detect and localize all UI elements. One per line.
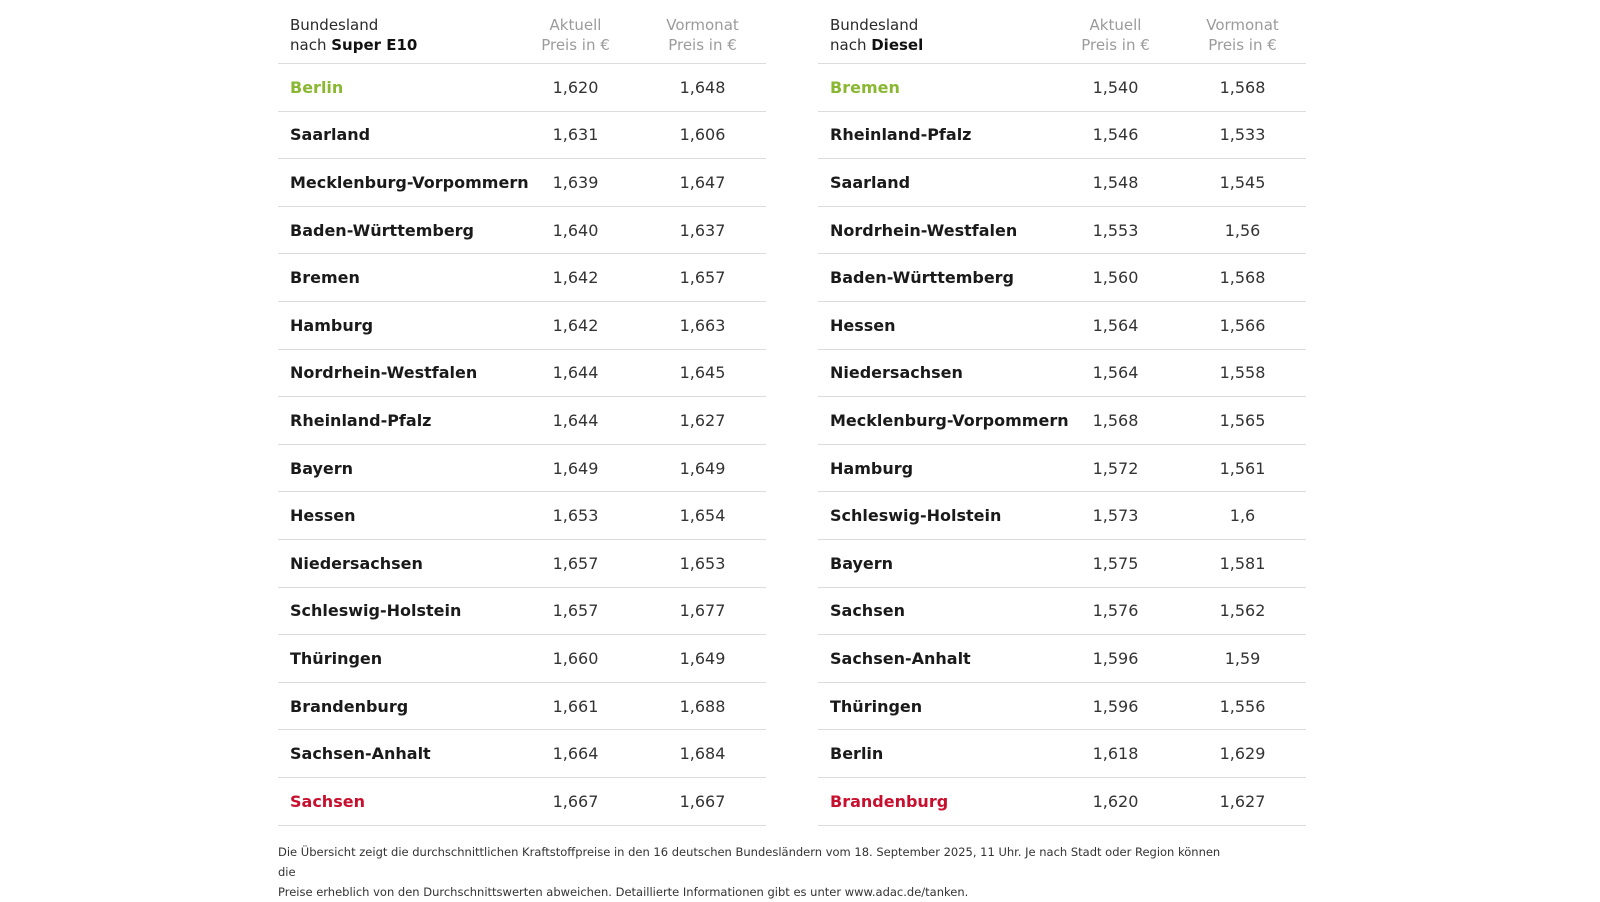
table-row: [278, 492, 766, 540]
table-row: [278, 730, 766, 778]
previous-price: 1,657: [679, 268, 726, 288]
super-e10-table: [278, 6, 766, 826]
current-price: 1,657: [552, 601, 599, 621]
previous-price: 1,566: [1219, 315, 1266, 335]
previous-price: 1,558: [1219, 363, 1266, 383]
previous-price: 1,648: [679, 77, 726, 97]
header-current-price: Aktuell Preis in €: [1081, 16, 1150, 54]
table-row: [278, 302, 766, 350]
current-price: 1,618: [1092, 744, 1139, 764]
state-name: Bayern: [830, 553, 894, 573]
table-row: [818, 254, 1306, 302]
table-row: [818, 683, 1306, 731]
diesel-table: [818, 6, 1306, 826]
table-row: [278, 254, 766, 302]
previous-price: 1,667: [679, 791, 726, 811]
state-name: Hamburg: [290, 315, 374, 335]
table-row: [278, 112, 766, 160]
previous-price: 1,663: [679, 315, 726, 335]
table-row: [818, 64, 1306, 112]
current-price: 1,620: [1092, 791, 1139, 811]
table-row: [818, 492, 1306, 540]
current-price: 1,572: [1092, 458, 1139, 478]
previous-price: 1,568: [1219, 77, 1266, 97]
table-row: [278, 159, 766, 207]
previous-price: 1,56: [1224, 220, 1261, 240]
current-price: 1,667: [552, 791, 599, 811]
table-row: [278, 350, 766, 398]
header-state: Bundesland nach Diesel: [830, 16, 924, 54]
previous-price: 1,647: [679, 172, 726, 192]
state-name: Baden-Württemberg: [830, 268, 1015, 288]
footnote-line: Die Übersicht zeigt die durchschnittlichen Kraftstoffpreise in den 16 deutschen Bundesländern vom 18. September 2025, 11 Uhr. Je nach Stadt oder Region können die: [278, 845, 1221, 879]
table-row: [278, 588, 766, 636]
previous-price: 1,581: [1219, 553, 1266, 573]
state-name: Berlin: [290, 77, 344, 97]
previous-price: 1,561: [1219, 458, 1266, 478]
table-row: [278, 64, 766, 112]
state-name: Baden-Württemberg: [290, 220, 475, 240]
table-row: [818, 112, 1306, 160]
current-price: 1,564: [1092, 315, 1139, 335]
table-row: [278, 397, 766, 445]
table-row: [818, 778, 1306, 826]
current-price: 1,642: [552, 315, 599, 335]
previous-price: 1,606: [679, 125, 726, 145]
current-price: 1,642: [552, 268, 599, 288]
table-row: [278, 445, 766, 493]
previous-price: 1,645: [679, 363, 726, 383]
current-price: 1,649: [552, 458, 599, 478]
current-price: 1,660: [552, 648, 599, 668]
previous-price: 1,649: [679, 648, 726, 668]
previous-price: 1,6: [1229, 506, 1256, 526]
state-name: Hessen: [830, 315, 896, 335]
table-row: [818, 540, 1306, 588]
table-row: [818, 159, 1306, 207]
state-name: Sachsen-Anhalt: [830, 648, 971, 668]
previous-price: 1,654: [679, 506, 726, 526]
state-name: Sachsen: [290, 791, 365, 811]
state-name: Brandenburg: [830, 791, 949, 811]
previous-price: 1,59: [1224, 648, 1261, 668]
table-row: [818, 445, 1306, 493]
current-price: 1,548: [1092, 172, 1139, 192]
table-header: [278, 6, 766, 64]
current-price: 1,640: [552, 220, 599, 240]
table-row: [818, 397, 1306, 445]
state-name: Rheinland-Pfalz: [290, 410, 432, 430]
previous-price: 1,688: [679, 696, 726, 716]
current-price: 1,657: [552, 553, 599, 573]
previous-price: 1,677: [679, 601, 726, 621]
state-name: Berlin: [830, 744, 884, 764]
state-name: Niedersachsen: [830, 363, 963, 383]
state-name: Saarland: [830, 172, 911, 192]
previous-price: 1,533: [1219, 125, 1266, 145]
current-price: 1,564: [1092, 363, 1139, 383]
state-name: Bremen: [290, 268, 360, 288]
current-price: 1,575: [1092, 553, 1139, 573]
previous-price: 1,684: [679, 744, 726, 764]
previous-price: 1,627: [1219, 791, 1266, 811]
current-price: 1,620: [552, 77, 599, 97]
current-price: 1,664: [552, 744, 599, 764]
header-previous-price: Vormonat Preis in €: [1206, 16, 1279, 54]
current-price: 1,560: [1092, 268, 1139, 288]
table-row: [818, 350, 1306, 398]
previous-price: 1,629: [1219, 744, 1266, 764]
state-name: Bremen: [830, 77, 900, 97]
state-name: Schleswig-Holstein: [290, 601, 462, 621]
previous-price: 1,627: [679, 410, 726, 430]
previous-price: 1,565: [1219, 410, 1266, 430]
current-price: 1,639: [552, 172, 599, 192]
current-price: 1,653: [552, 506, 599, 526]
fuel-type-label: Diesel: [871, 36, 924, 54]
table-body: [278, 64, 766, 826]
state-name: Saarland: [290, 125, 371, 145]
current-price: 1,644: [552, 363, 599, 383]
state-name: Niedersachsen: [290, 553, 423, 573]
previous-price: 1,556: [1219, 696, 1266, 716]
current-price: 1,568: [1092, 410, 1139, 430]
state-name: Hamburg: [830, 458, 914, 478]
table-row: [818, 302, 1306, 350]
current-price: 1,573: [1092, 506, 1139, 526]
previous-price: 1,637: [679, 220, 726, 240]
current-price: 1,596: [1092, 648, 1139, 668]
state-name: Schleswig-Holstein: [830, 506, 1002, 526]
previous-price: 1,649: [679, 458, 726, 478]
table-row: [278, 207, 766, 255]
table-body: [818, 64, 1306, 826]
header-previous-price: Vormonat Preis in €: [666, 16, 739, 54]
state-name: Sachsen: [830, 601, 905, 621]
current-price: 1,661: [552, 696, 599, 716]
state-name: Rheinland-Pfalz: [830, 125, 972, 145]
state-name: Brandenburg: [290, 696, 409, 716]
header-state: Bundesland nach Super E10: [290, 16, 418, 54]
table-row: [818, 730, 1306, 778]
state-name: Sachsen-Anhalt: [290, 744, 431, 764]
current-price: 1,540: [1092, 77, 1139, 97]
current-price: 1,631: [552, 125, 599, 145]
state-name: Mecklenburg-Vorpommern: [830, 410, 1069, 430]
current-price: 1,644: [552, 410, 599, 430]
current-price: 1,553: [1092, 220, 1139, 240]
current-price: 1,576: [1092, 601, 1139, 621]
footnote: [278, 842, 1238, 902]
state-name: Hessen: [290, 506, 356, 526]
table-header: [818, 6, 1306, 64]
previous-price: 1,568: [1219, 268, 1266, 288]
header-current-price: Aktuell Preis in €: [541, 16, 610, 54]
table-row: [818, 588, 1306, 636]
table-row: [818, 635, 1306, 683]
previous-price: 1,653: [679, 553, 726, 573]
state-name: Bayern: [290, 458, 354, 478]
footnote-line: Preise erheblich von den Durchschnittswerten abweichen. Detaillierte Informationen gibt es unter www.adac.de/tanken.: [278, 885, 969, 899]
previous-price: 1,545: [1219, 172, 1266, 192]
fuel-type-label: Super E10: [331, 36, 418, 54]
table-row: [278, 635, 766, 683]
state-name: Mecklenburg-Vorpommern: [290, 172, 529, 192]
state-name: Thüringen: [290, 648, 383, 668]
table-row: [278, 683, 766, 731]
current-price: 1,546: [1092, 125, 1139, 145]
current-price: 1,596: [1092, 696, 1139, 716]
state-name: Nordrhein-Westfalen: [830, 220, 1018, 240]
previous-price: 1,562: [1219, 601, 1266, 621]
table-row: [278, 540, 766, 588]
table-row: [818, 207, 1306, 255]
table-row: [278, 778, 766, 826]
state-name: Thüringen: [830, 696, 923, 716]
state-name: Nordrhein-Westfalen: [290, 363, 478, 383]
